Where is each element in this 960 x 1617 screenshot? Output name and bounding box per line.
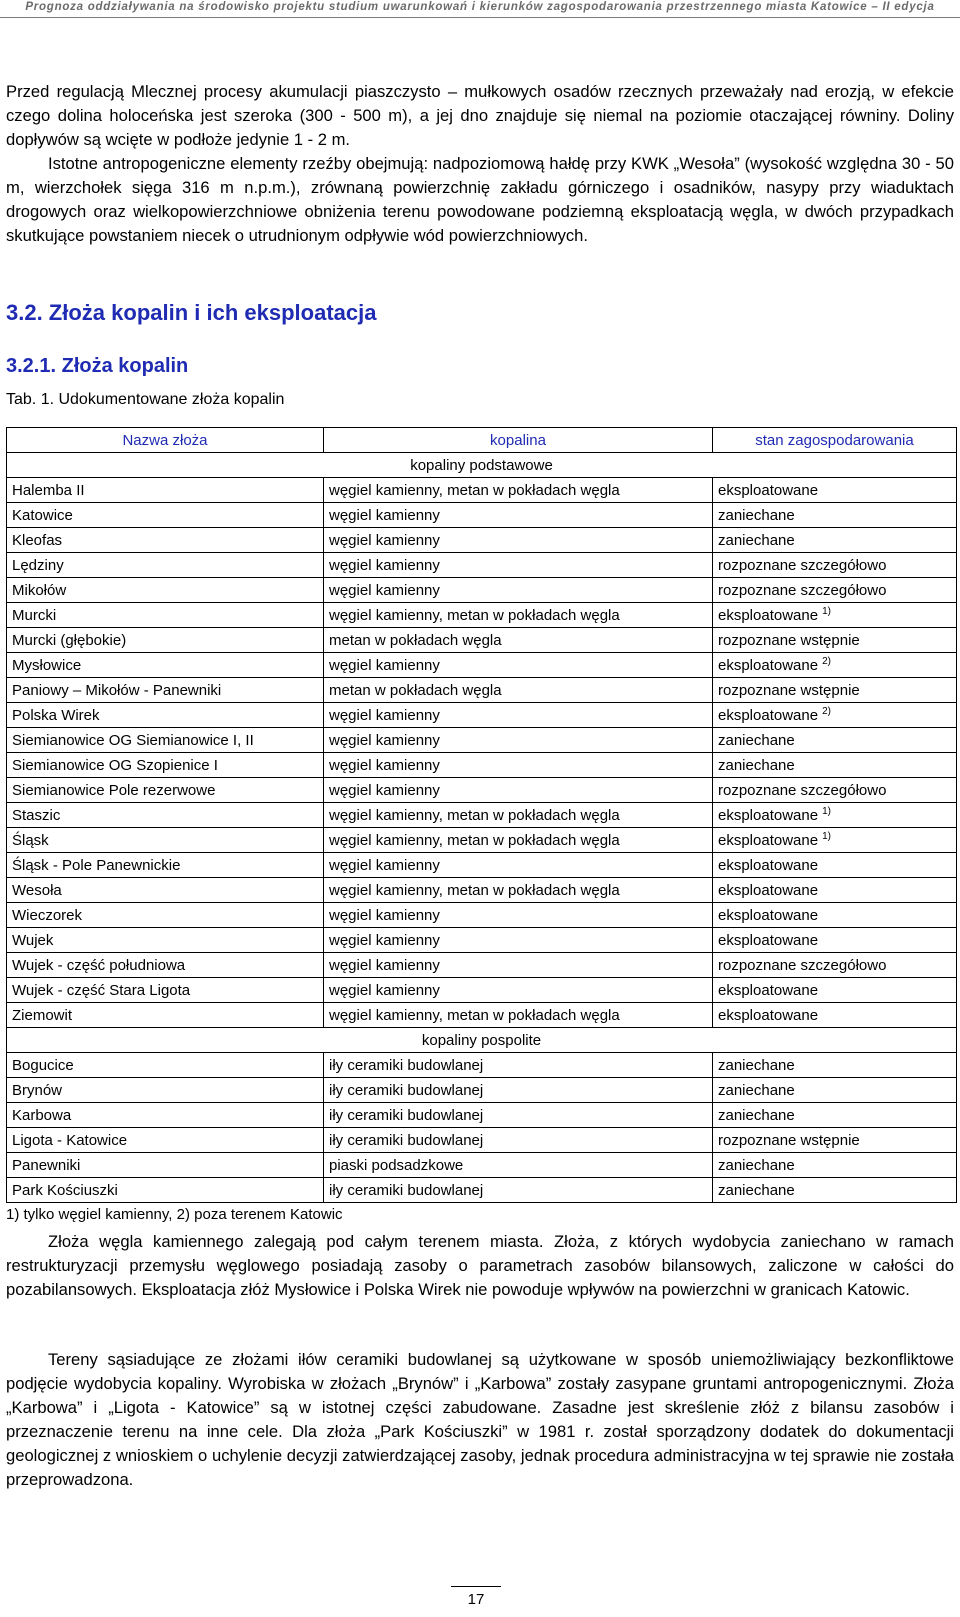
table-row	[7, 1128, 957, 1153]
deposit-name-cell	[7, 728, 324, 753]
status-cell-text: rozpoznane szczegółowo	[718, 556, 887, 574]
mineral-cell-text: węgiel kamienny, metan w pokładach węgla	[329, 481, 620, 499]
table-row	[7, 1103, 957, 1128]
mineral-cell	[324, 503, 713, 528]
status-cell	[713, 628, 957, 653]
deposit-name-cell	[7, 478, 324, 503]
table-row	[7, 528, 957, 553]
deposit-name-cell	[7, 828, 324, 853]
status-cell	[713, 1053, 957, 1078]
deposit-name-cell	[7, 853, 324, 878]
header-divider	[0, 17, 960, 18]
table-row	[7, 478, 957, 503]
deposit-name-cell	[7, 1053, 324, 1078]
deposit-name-cell-text: Wieczorek	[12, 906, 83, 924]
mineral-cell-text: metan w pokładach węgla	[329, 631, 502, 649]
deposit-name-cell-text: Ligota - Katowice	[12, 1131, 128, 1149]
table-section-row	[7, 1028, 957, 1053]
footnote-marker: 1)	[822, 805, 831, 817]
deposit-name-cell-text: Murcki (głębokie)	[12, 631, 127, 649]
table-row	[7, 928, 957, 953]
deposit-name-cell-text: Katowice	[12, 506, 73, 524]
status-cell-text: eksploatowane	[718, 981, 819, 999]
mineral-cell	[324, 653, 713, 678]
status-cell-text: rozpoznane wstępnie	[718, 631, 860, 649]
table-row	[7, 878, 957, 903]
status-cell	[713, 1103, 957, 1128]
table-row	[7, 828, 957, 853]
status-cell-text: rozpoznane wstępnie	[718, 681, 860, 699]
status-cell	[713, 1078, 957, 1103]
table-footnote: 1) tylko węgiel kamienny, 2) poza terenem Katowic	[6, 1206, 343, 1223]
table-row	[7, 953, 957, 978]
mineral-cell-text: węgiel kamienny	[329, 931, 440, 949]
deposit-name-cell-text: Mysłowice	[12, 656, 82, 674]
status-cell-text: eksploatowane	[718, 806, 819, 824]
deposit-name-cell-text: Wesoła	[12, 881, 62, 899]
mineral-cell-text: węgiel kamienny, metan w pokładach węgla	[329, 1006, 620, 1024]
deposit-name-cell	[7, 553, 324, 578]
mineral-cell	[324, 578, 713, 603]
status-cell	[713, 528, 957, 553]
deposit-name-cell	[7, 803, 324, 828]
status-cell	[713, 653, 957, 678]
mineral-cell-text: węgiel kamienny	[329, 981, 440, 999]
status-cell	[713, 728, 957, 753]
deposit-name-cell-text: Siemianowice OG Siemianowice I, II	[12, 731, 254, 749]
status-cell-text: eksploatowane	[718, 656, 819, 674]
mineral-cell-text: węgiel kamienny	[329, 706, 440, 724]
footnote-marker: 1)	[822, 605, 831, 617]
deposit-name-cell-text: Wujek - część południowa	[12, 956, 186, 974]
mineral-cell-text: węgiel kamienny	[329, 506, 440, 524]
deposit-name-cell-text: Karbowa	[12, 1106, 72, 1124]
deposit-name-cell-text: Ziemowit	[12, 1006, 73, 1024]
status-cell	[713, 953, 957, 978]
status-cell	[713, 703, 957, 728]
status-cell-text: rozpoznane szczegółowo	[718, 956, 887, 974]
status-cell-text: eksploatowane	[718, 856, 819, 874]
deposit-name-cell-text: Bogucice	[12, 1056, 74, 1074]
deposit-name-cell	[7, 528, 324, 553]
mineral-cell-text: węgiel kamienny	[329, 531, 440, 549]
deposit-name-cell	[7, 678, 324, 703]
table-section-label: kopaliny pospolite	[7, 1028, 957, 1053]
status-cell	[713, 1153, 957, 1178]
paragraph-river-valley	[6, 80, 954, 152]
deposit-name-cell-text: Panewniki	[12, 1156, 81, 1174]
mineral-cell-text: węgiel kamienny, metan w pokładach węgla	[329, 806, 620, 824]
mineral-cell	[324, 803, 713, 828]
mineral-cell	[324, 1003, 713, 1028]
deposit-name-cell-text: Halemba II	[12, 481, 85, 499]
deposit-name-cell	[7, 603, 324, 628]
page-number-divider	[451, 1586, 501, 1587]
deposit-name-cell-text: Wujek	[12, 931, 54, 949]
table-body	[7, 453, 957, 1203]
status-cell-text: zaniechane	[718, 756, 795, 774]
mineral-cell	[324, 1178, 713, 1203]
status-cell-text: eksploatowane	[718, 931, 819, 949]
table-row	[7, 653, 957, 678]
table-section-label: kopaliny podstawowe	[7, 453, 957, 478]
table-row	[7, 1053, 957, 1078]
table-section-row	[7, 453, 957, 478]
status-cell	[713, 578, 957, 603]
deposit-name-cell-text: Lędziny	[12, 556, 64, 574]
table-row	[7, 1003, 957, 1028]
status-cell-text: rozpoznane szczegółowo	[718, 581, 887, 599]
table-row	[7, 778, 957, 803]
deposit-name-cell	[7, 753, 324, 778]
status-cell	[713, 878, 957, 903]
deposit-name-cell	[7, 878, 324, 903]
running-header: Prognoza oddziaływania na środowisko projektu studium uwarunkowań i kierunków zagospodarowania przestrzennego miasta Katowice – II edycja	[25, 1, 935, 13]
status-cell	[713, 1003, 957, 1028]
status-cell	[713, 828, 957, 853]
deposit-name-cell	[7, 903, 324, 928]
section-heading: 3.2. Złoża kopalin i ich eksploatacja	[6, 300, 377, 325]
mineral-cell	[324, 953, 713, 978]
deposit-name-cell	[7, 653, 324, 678]
mineral-cell	[324, 978, 713, 1003]
mineral-cell-text: węgiel kamienny	[329, 906, 440, 924]
deposit-name-cell-text: Murcki	[12, 606, 57, 624]
mineral-cell	[324, 728, 713, 753]
mineral-cell	[324, 1078, 713, 1103]
status-cell-text: zaniechane	[718, 1181, 795, 1199]
deposit-name-cell	[7, 928, 324, 953]
status-cell	[713, 553, 957, 578]
mineral-cell-text: iły ceramiki budowlanej	[329, 1081, 484, 1099]
status-cell	[713, 603, 957, 628]
deposit-name-cell	[7, 1178, 324, 1203]
status-cell	[713, 928, 957, 953]
status-cell	[713, 778, 957, 803]
mineral-cell	[324, 678, 713, 703]
table-row	[7, 578, 957, 603]
table-row	[7, 853, 957, 878]
deposit-name-cell	[7, 628, 324, 653]
deposit-name-cell-text: Paniowy – Mikołów - Panewniki	[12, 681, 222, 699]
status-cell	[713, 903, 957, 928]
table-row	[7, 678, 957, 703]
deposit-name-cell-text: Polska Wirek	[12, 706, 100, 724]
deposit-name-cell	[7, 978, 324, 1003]
deposit-name-cell	[7, 503, 324, 528]
mineral-cell	[324, 603, 713, 628]
paragraph-river-valley-tributaries: Doliny dopływów są wcięte w podłoże jedynie 1 - 2 m.	[6, 106, 954, 149]
mineral-cell-text: iły ceramiki budowlanej	[329, 1106, 484, 1124]
table-row	[7, 1178, 957, 1203]
table-row	[7, 753, 957, 778]
status-cell-text: eksploatowane	[718, 906, 819, 924]
footnote-marker: 1)	[822, 830, 831, 842]
mineral-cell-text: węgiel kamienny, metan w pokładach węgla	[329, 881, 620, 899]
status-cell	[713, 478, 957, 503]
table-row	[7, 903, 957, 928]
status-cell-text: zaniechane	[718, 506, 795, 524]
mineral-cell	[324, 928, 713, 953]
mineral-cell-text: węgiel kamienny	[329, 956, 440, 974]
status-cell	[713, 1178, 957, 1203]
subsection-heading: 3.2.1. Złoża kopalin	[6, 355, 189, 377]
mineral-cell	[324, 628, 713, 653]
status-cell-text: zaniechane	[718, 1081, 795, 1099]
table-row	[7, 728, 957, 753]
mineral-cell-text: węgiel kamienny	[329, 656, 440, 674]
table-row	[7, 1153, 957, 1178]
deposit-name-cell	[7, 1078, 324, 1103]
deposit-name-cell	[7, 1003, 324, 1028]
status-cell-text: eksploatowane	[718, 606, 819, 624]
table-row	[7, 703, 957, 728]
status-cell-text: zaniechane	[718, 731, 795, 749]
status-cell-text: rozpoznane szczegółowo	[718, 781, 887, 799]
mineral-cell-text: metan w pokładach węgla	[329, 681, 502, 699]
deposit-name-cell	[7, 578, 324, 603]
mineral-cell	[324, 878, 713, 903]
mineral-cell-text: iły ceramiki budowlanej	[329, 1181, 484, 1199]
paragraph-river-valley-text: Przed regulacją Mlecznej procesy akumulacji piaszczysto – mułkowych osadów rzecznych przeważały nad erozją, w efekcie czego dolina holoceńska jest szeroka (300 - 500 m), a jej dno znajduje się niemal na poziomie otaczającej równiny.	[6, 82, 954, 125]
deposit-name-cell-text: Siemianowice Pole rezerwowe	[12, 781, 216, 799]
paragraph-coal-deposits: Złoża węgla kamiennego zalegają pod całym terenem miasta. Złoża, z których wydobycia zaniechano w ramach restrukturyzacji przemysłu węglowego posiadają zasoby o parametrach zasobów bilansowych, zaliczone w całości do pozabilansowych. Eksploatacja złóż Mysłowice i Polska Wirek nie powoduje wpływów na powierzchni w granicach Katowic.	[6, 1232, 954, 1299]
table-header-row	[7, 428, 957, 453]
mineral-cell	[324, 753, 713, 778]
mineral-cell	[324, 853, 713, 878]
status-cell-text: zaniechane	[718, 531, 795, 549]
mineral-cell	[324, 1128, 713, 1153]
paragraph-clay-deposits: Tereny sąsiadujące ze złożami iłów ceramiki budowlanej są użytkowane w sposób uniemożliwiający bezkonfliktowe podjęcie wydobycia kopaliny. Wyrobiska w złożach „Brynów” i „Karbowa” zostały zasypane gruntami antropogenicznymi. Złoża „Karbowa” i „Ligota - Katowice” są w istotnej części zabudowane. Zasadne jest skreślenie złóż z bilansu zasobów i przeznaczenie terenu na inne cele. Dla złoża „Park Kościuszki” w 1981 r. został sporządzony dodatek do dokumentacji geologicznej z wnioskiem o uchylenie decyzji zatwierdzającej zasoby, jednak procedura administracyjna w tej sprawie nie została przeprowadzona.	[6, 1350, 954, 1489]
status-cell-text: zaniechane	[718, 1056, 795, 1074]
status-cell	[713, 978, 957, 1003]
mineral-cell	[324, 828, 713, 853]
status-cell-text: eksploatowane	[718, 1006, 819, 1024]
column-header-deposit-name: Nazwa złoża	[7, 428, 324, 453]
deposit-name-cell-text: Staszic	[12, 806, 61, 824]
mineral-cell	[324, 1153, 713, 1178]
mineral-cell-text: węgiel kamienny	[329, 781, 440, 799]
table-caption: Tab. 1. Udokumentowane złoża kopalin	[6, 391, 285, 408]
deposit-name-cell-text: Śląsk - Pole Panewnickie	[12, 856, 181, 874]
table-row	[7, 1078, 957, 1103]
deposit-name-cell-text: Wujek - część Stara Ligota	[12, 981, 191, 999]
mineral-cell-text: węgiel kamienny	[329, 581, 440, 599]
mineral-cell	[324, 778, 713, 803]
table-row	[7, 803, 957, 828]
status-cell	[713, 853, 957, 878]
table-row	[7, 628, 957, 653]
mineral-cell-text: węgiel kamienny	[329, 731, 440, 749]
column-header-mineral: kopalina	[324, 428, 713, 453]
status-cell-text: zaniechane	[718, 1106, 795, 1124]
mineral-cell-text: węgiel kamienny, metan w pokładach węgla	[329, 831, 620, 849]
mineral-cell	[324, 903, 713, 928]
mineral-cell	[324, 553, 713, 578]
deposit-name-cell-text: Mikołów	[12, 581, 67, 599]
footnote-marker: 2)	[822, 655, 831, 667]
mineral-cell-text: węgiel kamienny	[329, 856, 440, 874]
deposit-name-cell	[7, 1103, 324, 1128]
deposit-name-cell-text: Park Kościuszki	[12, 1181, 118, 1199]
page-number: 17	[467, 1591, 485, 1608]
deposit-name-cell	[7, 703, 324, 728]
mineral-cell-text: iły ceramiki budowlanej	[329, 1131, 484, 1149]
mineral-cell	[324, 1103, 713, 1128]
status-cell-text: eksploatowane	[718, 481, 819, 499]
mineral-cell-text: węgiel kamienny	[329, 556, 440, 574]
status-cell	[713, 803, 957, 828]
status-cell-text: eksploatowane	[718, 831, 819, 849]
deposits-table	[6, 427, 957, 1203]
deposit-name-cell	[7, 778, 324, 803]
mineral-cell-text: iły ceramiki budowlanej	[329, 1056, 484, 1074]
status-cell-text: eksploatowane	[718, 706, 819, 724]
mineral-cell-text: węgiel kamienny	[329, 756, 440, 774]
deposit-name-cell	[7, 953, 324, 978]
deposit-name-cell-text: Kleofas	[12, 531, 63, 549]
mineral-cell-text: piaski podsadzkowe	[329, 1156, 464, 1174]
deposit-name-cell-text: Brynów	[12, 1081, 63, 1099]
deposit-name-cell	[7, 1128, 324, 1153]
mineral-cell	[324, 478, 713, 503]
table-row	[7, 603, 957, 628]
deposit-name-cell	[7, 1153, 324, 1178]
mineral-cell	[324, 528, 713, 553]
paragraph-anthropogenic-relief: Istotne antropogeniczne elementy rzeźby obejmują: nadpoziomową hałdę przy KWK „Wesoła” (wysokość względna 30 - 50 m, wierzchołek sięga 316 m n.p.m.), zrównaną powierzchnię zakładu górniczego i osadników, nasypy przy wiaduktach drogowych oraz wielkopowierzchniowe obniżenia terenu powodowane podziemną eksploatacją węgla, w dwóch przypadkach skutkujące powstaniem niecek o utrudnionym odpływie wód powierzchniowych.	[6, 154, 954, 245]
table-row	[7, 553, 957, 578]
status-cell-text: zaniechane	[718, 1156, 795, 1174]
status-cell	[713, 678, 957, 703]
status-cell	[713, 1128, 957, 1153]
mineral-cell	[324, 1053, 713, 1078]
table-row	[7, 978, 957, 1003]
mineral-cell-text: węgiel kamienny, metan w pokładach węgla	[329, 606, 620, 624]
table-row	[7, 503, 957, 528]
mineral-cell	[324, 703, 713, 728]
status-cell	[713, 503, 957, 528]
status-cell-text: rozpoznane wstępnie	[718, 1131, 860, 1149]
status-cell	[713, 753, 957, 778]
column-header-status: stan zagospodarowania	[713, 428, 957, 453]
deposit-name-cell-text: Śląsk	[12, 831, 49, 849]
footnote-marker: 2)	[822, 705, 831, 717]
status-cell-text: eksploatowane	[718, 881, 819, 899]
deposit-name-cell-text: Siemianowice OG Szopienice I	[12, 756, 218, 774]
